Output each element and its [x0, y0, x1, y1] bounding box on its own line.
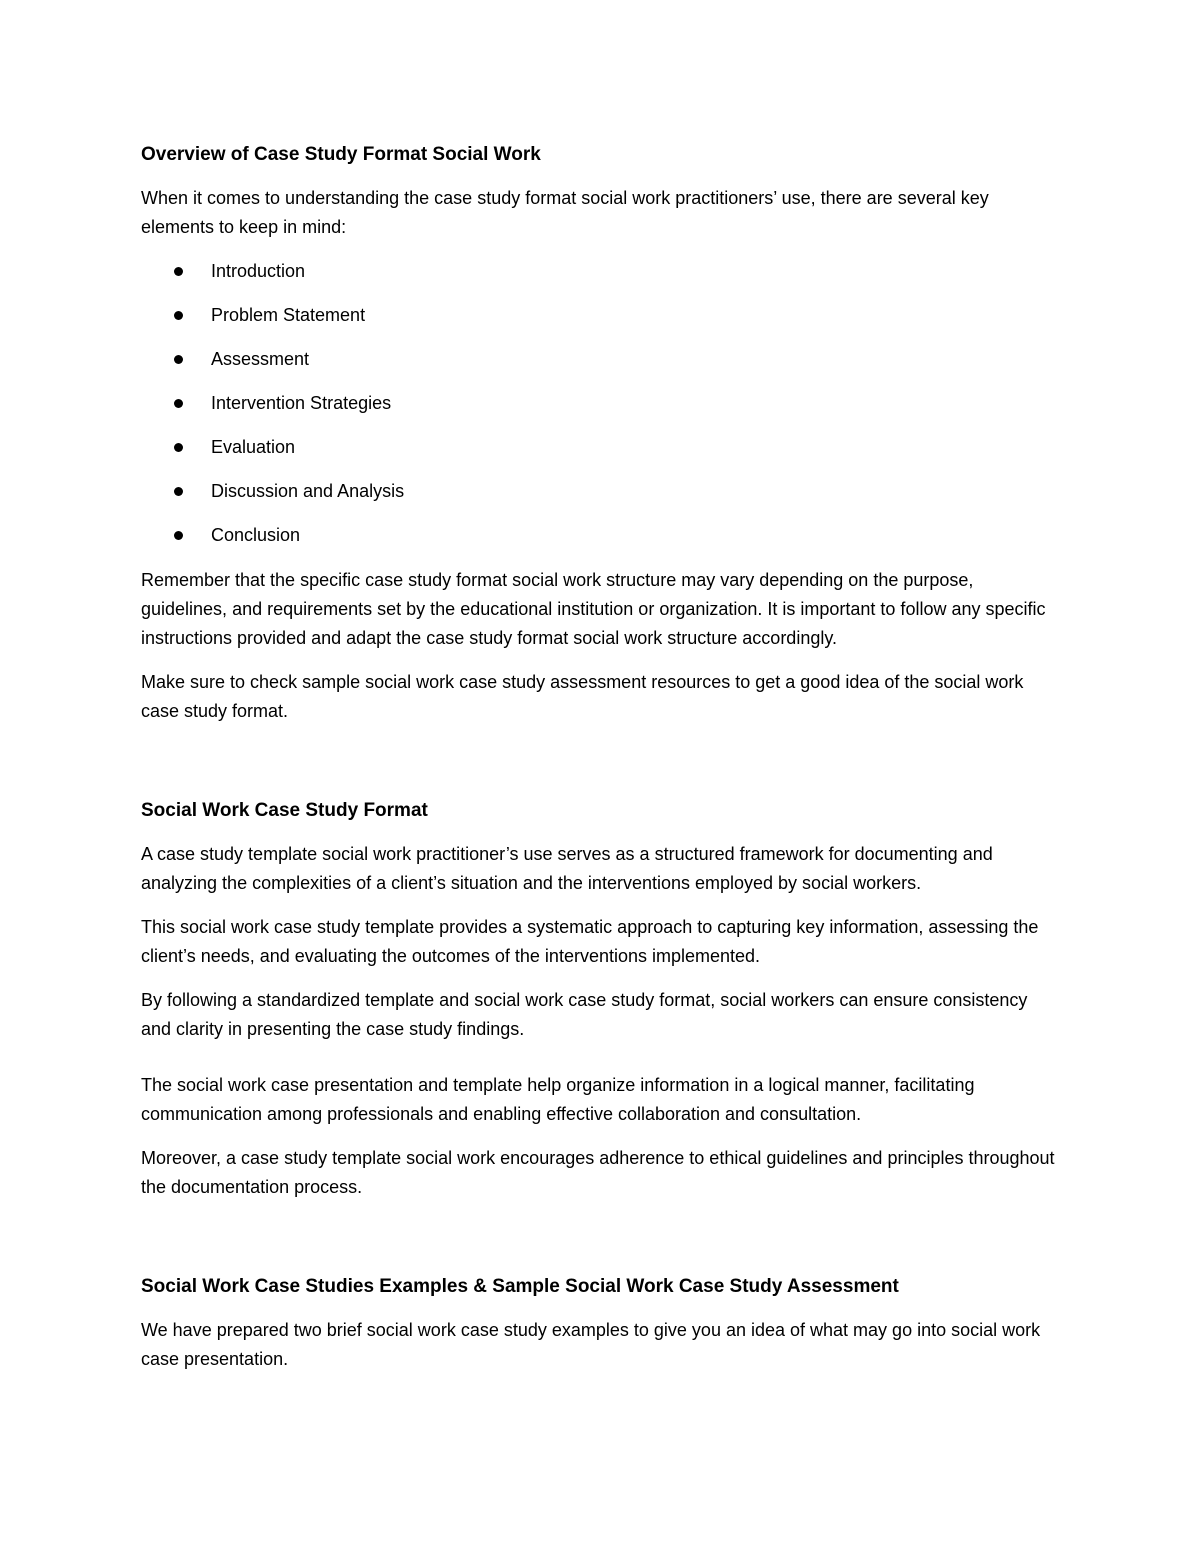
- bullet-icon: [174, 531, 183, 540]
- section-overview-intro: When it comes to understanding the case study format social work practitioners’ use, there are several key elements to keep in mind:: [141, 188, 989, 237]
- list-item: Discussion and Analysis: [141, 477, 1061, 506]
- section-overview-heading: Overview of Case Study Format Social Work: [141, 144, 541, 165]
- section-overview-paragraph: Remember that the specific case study format social work structure may vary depending on the purpose, guidelines, and requirements set by the educational institution or organization. It is important to follow any specific instructions provided and adapt the case study format social work structure accordingly.: [141, 570, 1046, 648]
- section-format-heading: Social Work Case Study Format: [141, 800, 428, 821]
- section-format-paragraph: A case study template social work practitioner’s use serves as a structured framework for documenting and analyzing the complexities of a client’s situation and the interventions employed by social workers.: [141, 844, 993, 893]
- section-format-paragraph: By following a standardized template and social work case study format, social workers can ensure consistency and clarity in presenting the case study findings.: [141, 990, 1028, 1039]
- section-examples-heading: Social Work Case Studies Examples & Sample Social Work Case Study Assessment: [141, 1276, 899, 1297]
- section-overview-paragraph: Make sure to check sample social work case study assessment resources to get a good idea of the social work case study format.: [141, 672, 1024, 721]
- list-item: Conclusion: [141, 521, 1061, 550]
- bullet-icon: [174, 487, 183, 496]
- bullet-icon: [174, 399, 183, 408]
- bullet-icon: [174, 267, 183, 276]
- key-elements-list: [141, 257, 1061, 550]
- document-page: [141, 140, 1061, 1389]
- list-item: Intervention Strategies: [141, 389, 1061, 418]
- section-format-paragraph: Moreover, a case study template social work encourages adherence to ethical guidelines and principles throughout the documentation process.: [141, 1148, 1055, 1197]
- list-item: Problem Statement: [141, 301, 1061, 330]
- section-format-paragraph: The social work case presentation and template help organize information in a logical manner, facilitating communication among professionals and enabling effective collaboration and consultation.: [141, 1075, 975, 1124]
- section-examples-paragraph: We have prepared two brief social work case study examples to give you an idea of what may go into social work case presentation.: [141, 1320, 1041, 1369]
- bullet-icon: [174, 443, 183, 452]
- section-format-paragraph: This social work case study template provides a systematic approach to capturing key information, assessing the client’s needs, and evaluating the outcomes of the interventions implemented.: [141, 917, 1039, 966]
- list-item: Introduction: [141, 257, 1061, 286]
- bullet-icon: [174, 311, 183, 320]
- list-item: Evaluation: [141, 433, 1061, 462]
- bullet-icon: [174, 355, 183, 364]
- list-item: Assessment: [141, 345, 1061, 374]
